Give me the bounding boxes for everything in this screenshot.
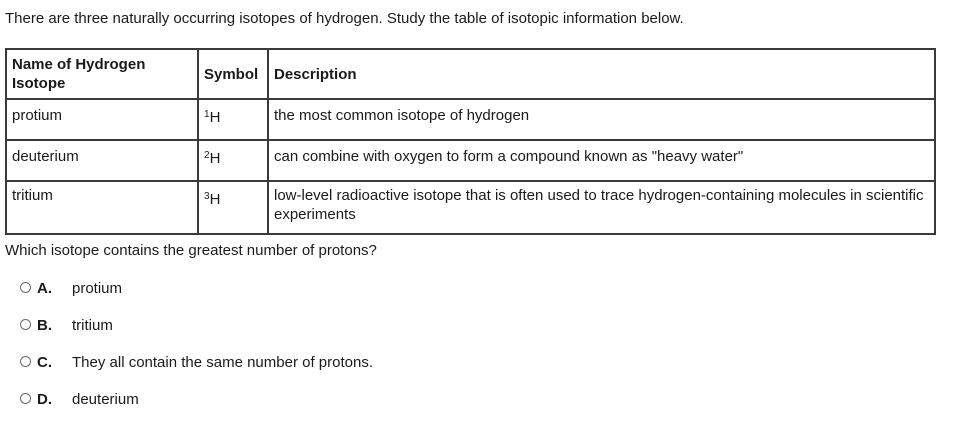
isotope-name: deuterium xyxy=(6,140,198,181)
element-symbol: H xyxy=(209,109,221,126)
table-row xyxy=(6,99,935,140)
choice-letter: D. xyxy=(37,391,52,408)
mass-number: 1 xyxy=(204,109,210,120)
choice-label: protium xyxy=(72,280,123,297)
choice-letter: B. xyxy=(37,317,52,334)
choice-label: They all contain the same number of protons. xyxy=(72,354,373,371)
isotope-name: protium xyxy=(6,99,198,140)
isotope-description: the most common isotope of hydrogen xyxy=(268,99,935,140)
isotope-symbol xyxy=(198,140,268,181)
mass-number: 2 xyxy=(204,150,210,161)
choice-letter: A. xyxy=(37,280,52,297)
intro-text: There are three naturally occurring isotopes of hydrogen. Study the table of isotopic information below. xyxy=(5,10,684,27)
isotope-table xyxy=(5,48,936,235)
radio-button-icon[interactable] xyxy=(20,393,31,404)
radio-button-icon[interactable] xyxy=(20,356,31,367)
isotope-name: tritium xyxy=(6,181,198,234)
table-row xyxy=(6,140,935,181)
header-symbol: Symbol xyxy=(198,49,268,99)
isotope-symbol xyxy=(198,99,268,140)
question-text: Which isotope contains the greatest number of protons? xyxy=(5,242,377,259)
isotope-symbol xyxy=(198,181,268,234)
mass-number: 3 xyxy=(204,191,210,202)
choice-label: deuterium xyxy=(72,391,139,408)
radio-button-icon[interactable] xyxy=(20,319,31,330)
table-row xyxy=(6,181,935,234)
header-name: Name of Hydrogen Isotope xyxy=(6,49,198,99)
header-description: Description xyxy=(268,49,935,99)
isotope-description: can combine with oxygen to form a compound known as "heavy water" xyxy=(268,140,935,181)
radio-button-icon[interactable] xyxy=(20,282,31,293)
element-symbol: H xyxy=(209,191,221,208)
table-header-row xyxy=(6,49,935,99)
choice-label: tritium xyxy=(72,317,113,334)
choice-letter: C. xyxy=(37,354,52,371)
element-symbol: H xyxy=(209,150,221,167)
isotope-description: low-level radioactive isotope that is often used to trace hydrogen-containing molecules in scientific experiments xyxy=(268,181,935,234)
